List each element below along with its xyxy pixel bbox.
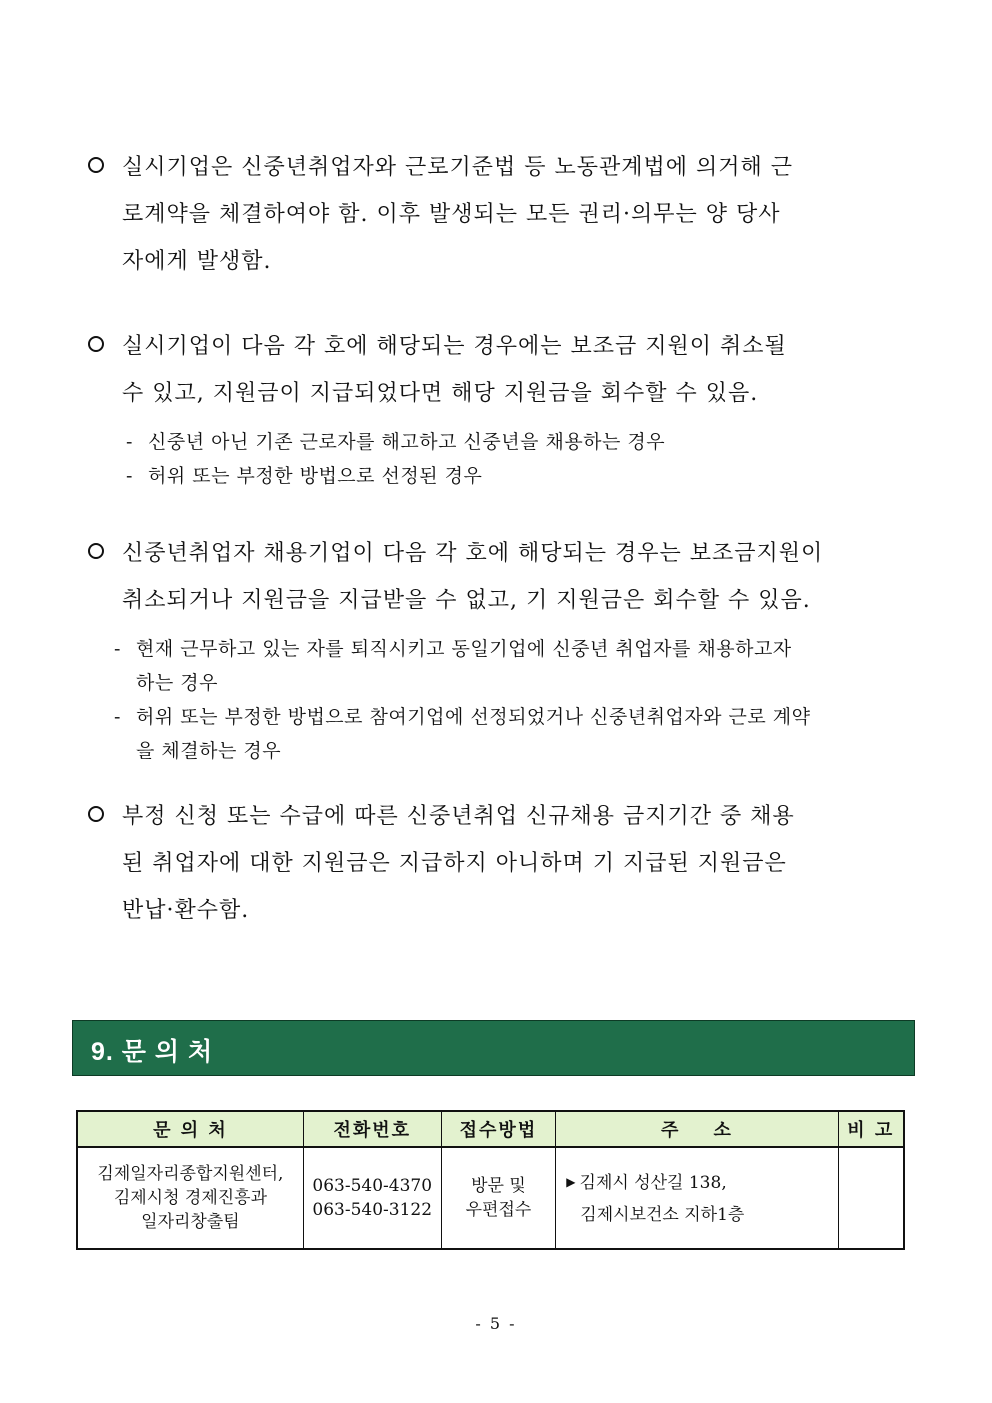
paragraph-2 <box>88 323 920 493</box>
page-number: - 5 - <box>475 1314 517 1333</box>
paragraph-line: 반납·환수함. <box>122 898 250 923</box>
paragraph-3 <box>88 530 920 768</box>
cell-organization: 김제일자리종합지원센터, 김제시청 경제진흥과 일자리창출팀 <box>77 1147 303 1249</box>
cell-address: ▶ 김제시 성산길 138, 김제시보건소 지하1층 <box>556 1147 838 1249</box>
paragraph-line: 부정 신청 또는 수급에 따른 신중년취업 신규채용 금지기간 중 채용 <box>122 804 795 829</box>
paragraph-1-text <box>88 144 920 285</box>
paragraph-line: 신중년취업자 채용기업이 다음 각 호에 해당되는 경우는 보조금지원이 <box>122 541 824 566</box>
paragraph-4-text <box>88 793 920 934</box>
triangle-right-icon: ▶ <box>566 1174 576 1189</box>
circle-bullet-icon <box>88 806 104 822</box>
sub-item: - 허위 또는 부정한 방법으로 선정된 경우 <box>126 465 483 487</box>
header-method: 접수방법 <box>441 1111 556 1147</box>
header-address: 주 소 <box>556 1111 838 1147</box>
sub-item: - 현재 근무하고 있는 자를 퇴직시키고 동일기업에 신중년 취업자를 채용하고자 하는 경우 <box>114 638 792 694</box>
paragraph-line: 자에게 발생함. <box>122 249 272 274</box>
paragraph-1 <box>88 144 920 285</box>
paragraph-3-subitems <box>114 632 814 768</box>
cell-method: 방문 및 우편접수 <box>441 1147 556 1249</box>
paragraph-2-text <box>88 323 920 417</box>
table-header-row <box>77 1111 904 1147</box>
paragraph-4 <box>88 793 920 934</box>
header-contact: 문 의 처 <box>77 1111 303 1147</box>
table-row <box>77 1147 904 1249</box>
cell-note <box>838 1147 904 1249</box>
cell-phone: 063-540-4370 063-540-3122 <box>303 1147 441 1249</box>
paragraph-3-text <box>88 530 920 624</box>
circle-bullet-icon <box>88 543 104 559</box>
paragraph-line: 취소되거나 지원금을 지급받을 수 없고, 기 지원금은 회수할 수 있음. <box>122 588 811 613</box>
section-header-contact <box>72 1020 915 1076</box>
section-title: 9. 문 의 처 <box>91 1038 214 1066</box>
paragraph-line: 실시기업이 다음 각 호에 해당되는 경우에는 보조금 지원이 취소될 <box>122 334 787 359</box>
circle-bullet-icon <box>88 336 104 352</box>
sub-item: - 허위 또는 부정한 방법으로 참여기업에 선정되었거나 신중년취업자와 근로 계약을 체결하는 경우 <box>114 706 811 762</box>
paragraph-line: 된 취업자에 대한 지원금은 지급하지 아니하며 기 지급된 지원금은 <box>122 851 787 876</box>
paragraph-line: 수 있고, 지원금이 지급되었다면 해당 지원금을 회수할 수 있음. <box>122 381 759 406</box>
paragraph-2-subitems <box>126 425 920 493</box>
header-note: 비 고 <box>838 1111 904 1147</box>
contact-table <box>76 1110 905 1250</box>
sub-item: - 신중년 아닌 기존 근로자를 해고하고 신중년을 채용하는 경우 <box>126 431 666 453</box>
paragraph-line: 실시기업은 신중년취업자와 근로기준법 등 노동관계법에 의거해 근 <box>122 155 794 180</box>
paragraph-line: 로계약을 체결하여야 함. 이후 발생되는 모든 권리·의무는 양 당사 <box>122 202 781 227</box>
circle-bullet-icon <box>88 157 104 173</box>
header-phone: 전화번호 <box>303 1111 441 1147</box>
